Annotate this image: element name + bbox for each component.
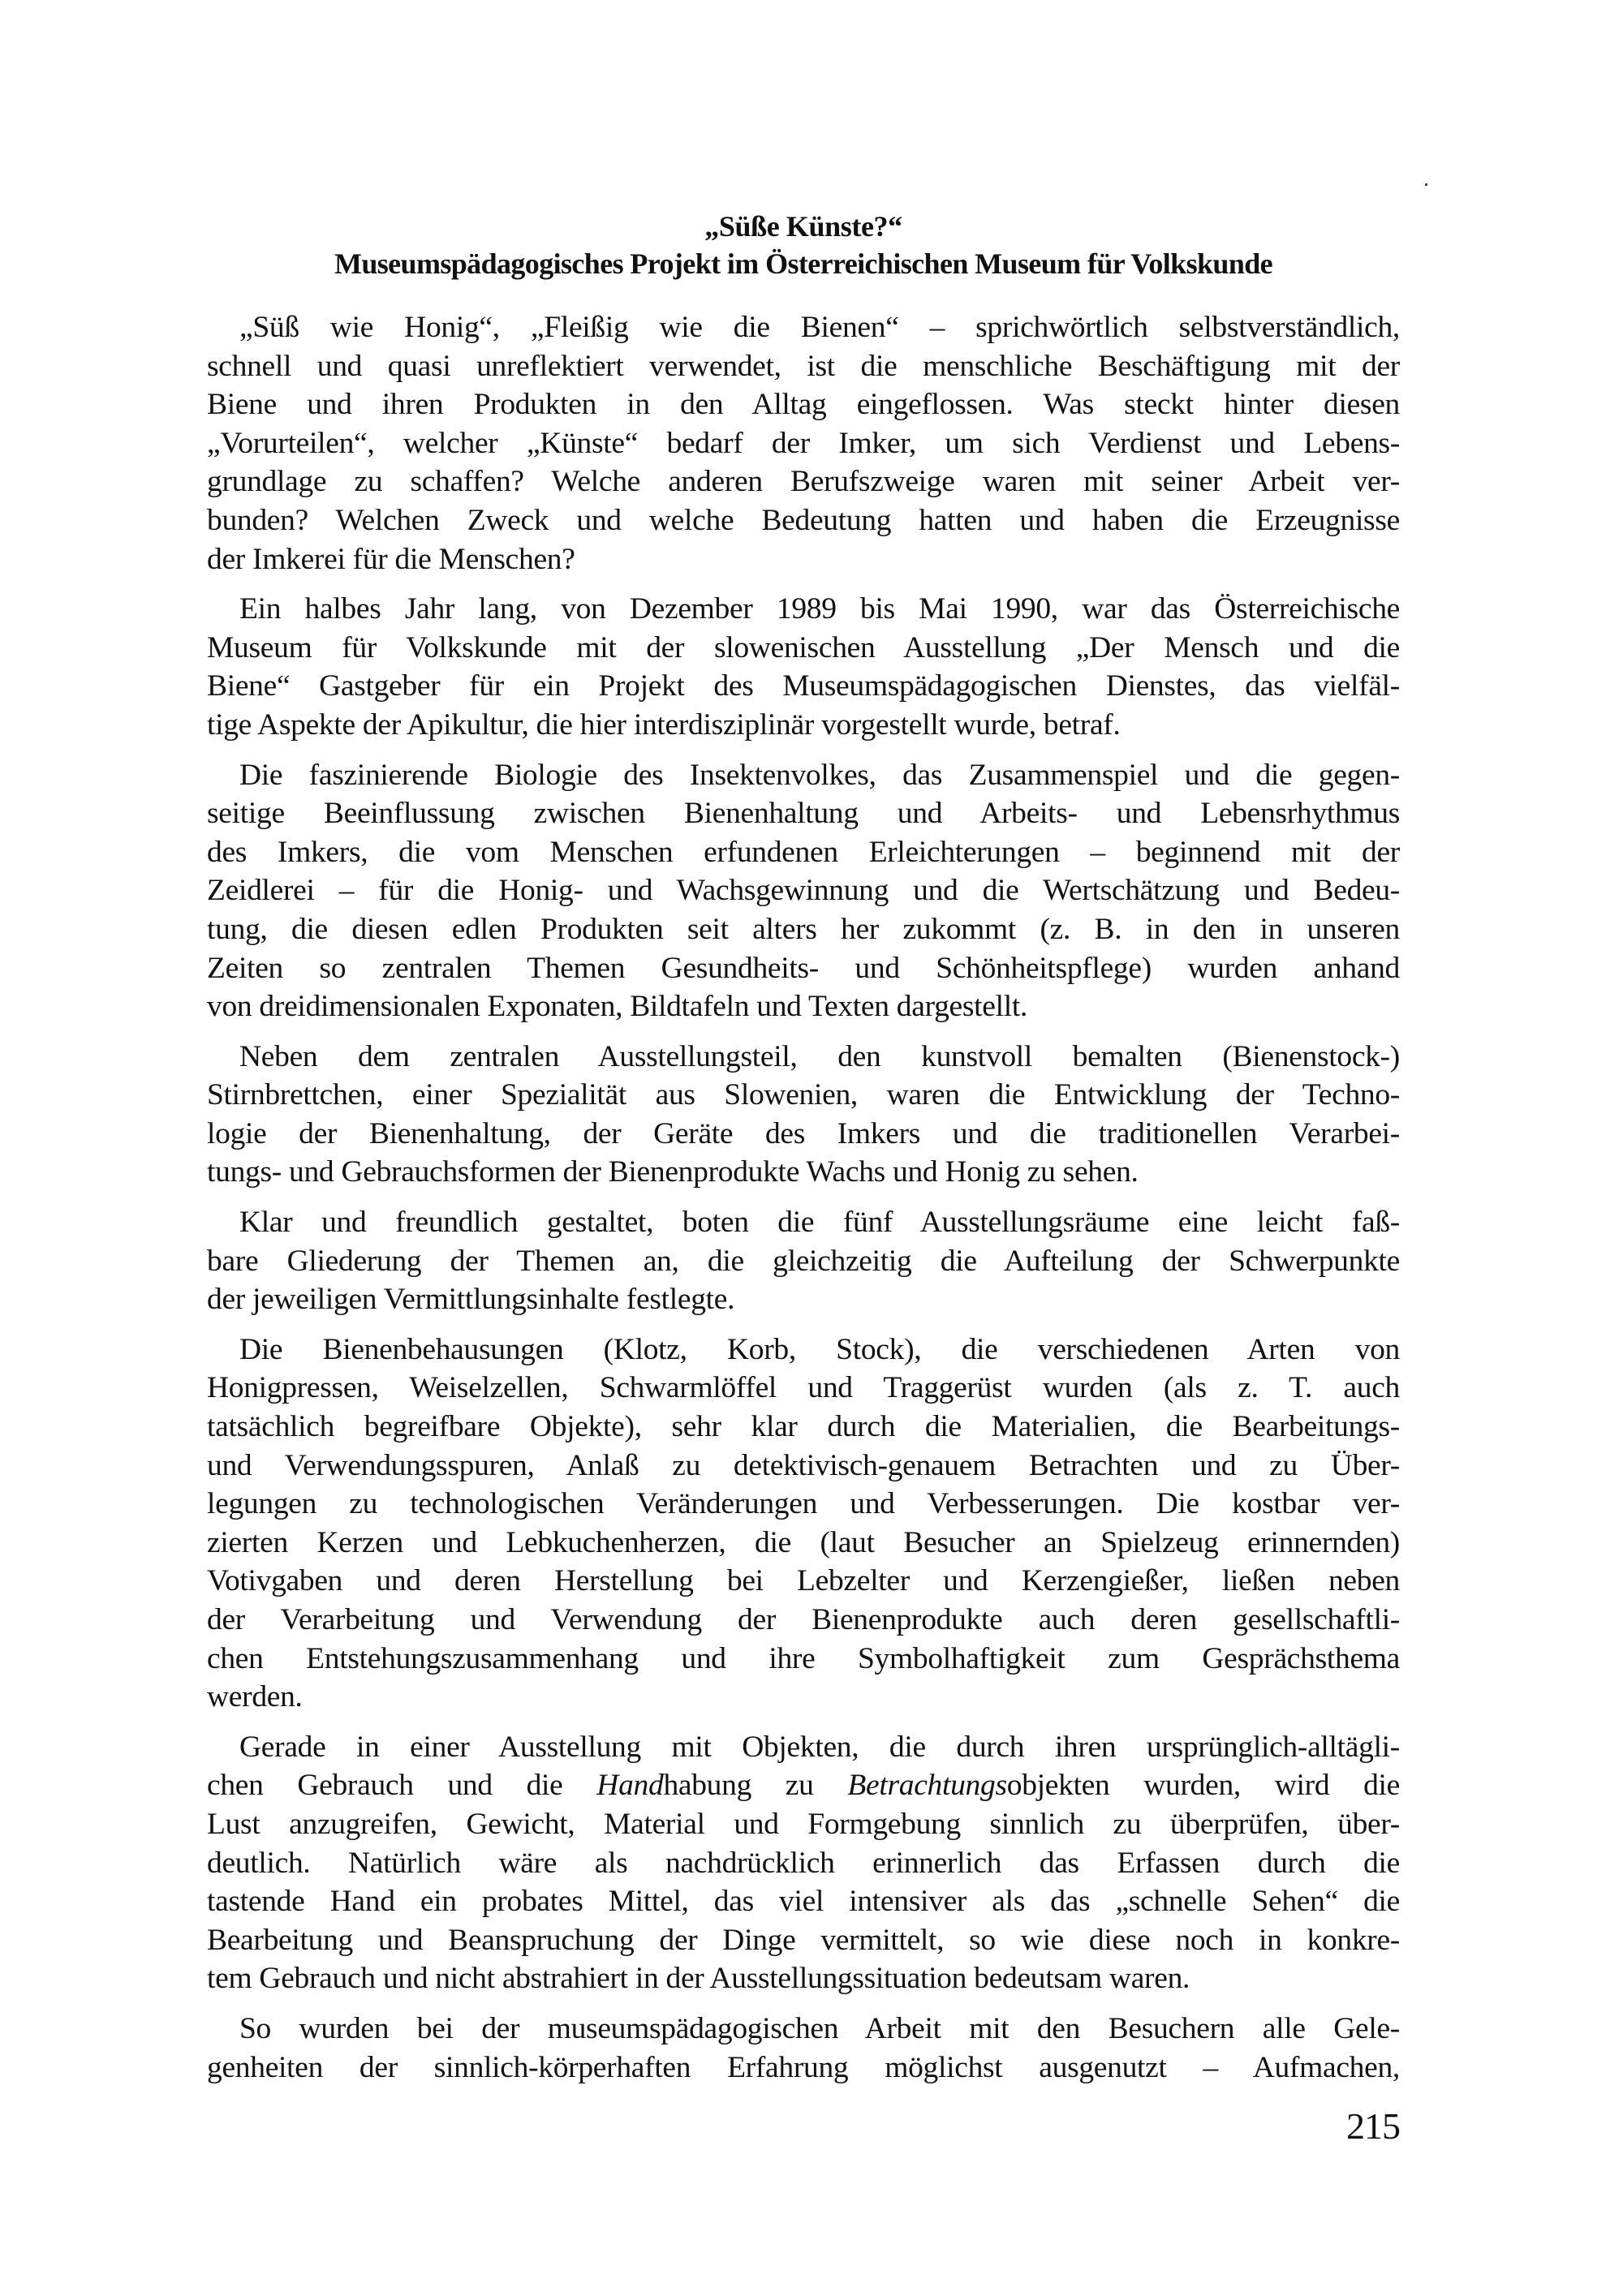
text-line: Zeidlerei – für die Honig- und Wachsgewinnung und die Wertschätzung und Bedeu- [207, 874, 1400, 908]
text-line: werden. [207, 1680, 303, 1714]
emphasis: Betrachtungs [847, 1769, 1007, 1803]
text-line: seitige Beeinflussung zwischen Bienenhaltung und Arbeits- und Lebensrhythmus [207, 797, 1400, 831]
paragraph [207, 1728, 1400, 1998]
text-line: Votivgaben und deren Herstellung bei Lebzelter und Kerzengießer, ließen neben [207, 1564, 1400, 1598]
article-title: „Süße Künste?“ [704, 210, 902, 243]
text-line: zierten Kerzen und Lebkuchenherzen, die (laut Besucher an Spielzeug erinnernden) [207, 1525, 1400, 1559]
paragraph [207, 756, 1400, 1026]
text-line: Ein halbes Jahr lang, von Dezember 1989 bis Mai 1990, war das Österreichische [239, 592, 1400, 626]
text-line: deutlich. Natürlich wäre als nachdrücklich erinnerlich das Erfassen durch die [207, 1846, 1400, 1880]
paragraph [207, 2010, 1400, 2087]
text-line: der Verarbeitung und Verwendung der Bienenprodukte auch deren gesellschaftli- [207, 1603, 1400, 1636]
text-line: logie der Bienenhaltung, der Geräte des Imkers und die traditionellen Verarbei- [207, 1116, 1400, 1150]
text-line: chen Gebrauch und die Handhabung zu Betrachtungsobjekten wurden, wird die [207, 1769, 1400, 1803]
text-line: schnell und quasi unreflektiert verwendet, ist die menschliche Beschäftigung mit der [207, 349, 1400, 383]
text-line: tatsächlich begreifbare Objekte), sehr klar durch die Materialien, die Bearbeitungs- [207, 1410, 1400, 1444]
text-line: bare Gliederung der Themen an, die gleichzeitig die Aufteilung der Schwerpunkte [207, 1244, 1400, 1278]
text-line: und Verwendungsspuren, Anlaß zu detektivisch-genauem Betrachten und zu Über- [207, 1448, 1400, 1482]
text-line: Lust anzugreifen, Gewicht, Material und Formgebung sinnlich zu überprüfen, über- [207, 1807, 1400, 1841]
text-line: Die faszinierende Biologie des Insektenvolkes, das Zusammenspiel und die gegen- [239, 758, 1400, 792]
text-line: grundlage zu schaffen? Welche anderen Berufszweige waren mit seiner Arbeit ver- [207, 465, 1400, 499]
text-line: Biene und ihren Produkten in den Alltag eingeflossen. Was steckt hinter diesen [207, 388, 1400, 422]
text-line: der Imkerei für die Menschen? [207, 542, 575, 576]
heading-block [207, 208, 1400, 282]
text-line: tige Aspekte der Apikultur, die hier interdisziplinär vorgestellt wurde, betraf. [207, 707, 1121, 742]
text-line: Klar und freundlich gestaltet, boten die fünf Ausstellungsräume eine leicht faß- [239, 1206, 1400, 1240]
text-line: bunden? Welchen Zweck und welche Bedeutung hatten und haben die Erzeugnisse [207, 503, 1400, 537]
text-line: chen Entstehungszusammenhang und ihre Symbolhaftigkeit zum Gesprächsthema [207, 1641, 1400, 1675]
text-line: Stirnbrettchen, einer Spezialität aus Slowenien, waren die Entwicklung der Techno- [207, 1078, 1400, 1112]
text-line: „Süß wie Honig“, „Fleißig wie die Bienen“ – sprichwörtlich selbstverständlich, [239, 311, 1400, 344]
text-line: So wurden bei der museumspädagogischen Arbeit mit den Besuchern alle Gele- [239, 2011, 1400, 2045]
emphasis: Hand [596, 1769, 664, 1803]
scan-speck [1425, 183, 1427, 186]
text-line: Honigpressen, Weiselzellen, Schwarmlöffel und Traggerüst wurden (als z. T. auch [207, 1371, 1400, 1405]
paragraph [207, 308, 1400, 578]
text-line: genheiten der sinnlich-körperhaften Erfahrung möglichst ausgenutzt – Aufmachen, [207, 2050, 1400, 2084]
text-line: von dreidimensionalen Exponaten, Bildtafeln und Texten dargestellt. [207, 990, 1028, 1024]
text-line: tung, die diesen edlen Produkten seit alters her zukommt (z. B. in den in unseren [207, 912, 1400, 946]
text-line: tem Gebrauch und nicht abstrahiert in der Ausstellungssituation bedeutsam waren. [207, 1962, 1190, 1996]
text-line: des Imkers, die vom Menschen erfundenen Erleichterungen – beginnend mit der [207, 835, 1400, 869]
text-line: legungen zu technologischen Veränderungen und Verbesserungen. Die kostbar ver- [207, 1487, 1400, 1521]
text-line: der jeweiligen Vermittlungsinhalte festlegte. [207, 1283, 735, 1317]
paragraph [207, 1331, 1400, 1717]
article-subtitle: Museumspädagogisches Projekt im Österreichischen Museum für Volkskunde [334, 247, 1273, 280]
text-line: tastende Hand ein probates Mittel, das viel intensiver als das „schnelle Sehen“ die [207, 1885, 1400, 1919]
text-line: tungs- und Gebrauchsformen der Bienenprodukte Wachs und Honig zu sehen. [207, 1155, 1139, 1189]
text-line: Gerade in einer Ausstellung mit Objekten, die durch ihren ursprünglich-alltägli- [239, 1730, 1400, 1764]
article-body [207, 308, 1400, 2098]
text-line: Bearbeitung und Beanspruchung der Dinge vermittelt, so wie diese noch in konkre- [207, 1923, 1400, 1957]
text-line: Neben dem zentralen Ausstellungsteil, den kunstvoll bemalten (Bienenstock-) [239, 1039, 1400, 1073]
text-line: Biene“ Gastgeber für ein Projekt des Museumspädagogischen Dienstes, das vielfäl- [207, 669, 1400, 703]
paragraph [207, 1203, 1400, 1319]
text-line: Zeiten so zentralen Themen Gesundheits- und Schönheitspflege) wurden anhand [207, 951, 1400, 985]
paragraph [207, 1038, 1400, 1192]
text-line: „Vorurteilen“, welcher „Künste“ bedarf der Imker, um sich Verdienst und Lebens- [207, 426, 1400, 460]
page-number: 215 [1346, 2105, 1400, 2147]
paragraph [207, 590, 1400, 744]
text-line: Museum für Volkskunde mit der slowenischen Ausstellung „Der Mensch und die [207, 630, 1400, 664]
text-line: Die Bienenbehausungen (Klotz, Korb, Stock), die verschiedenen Arten von [239, 1332, 1400, 1366]
